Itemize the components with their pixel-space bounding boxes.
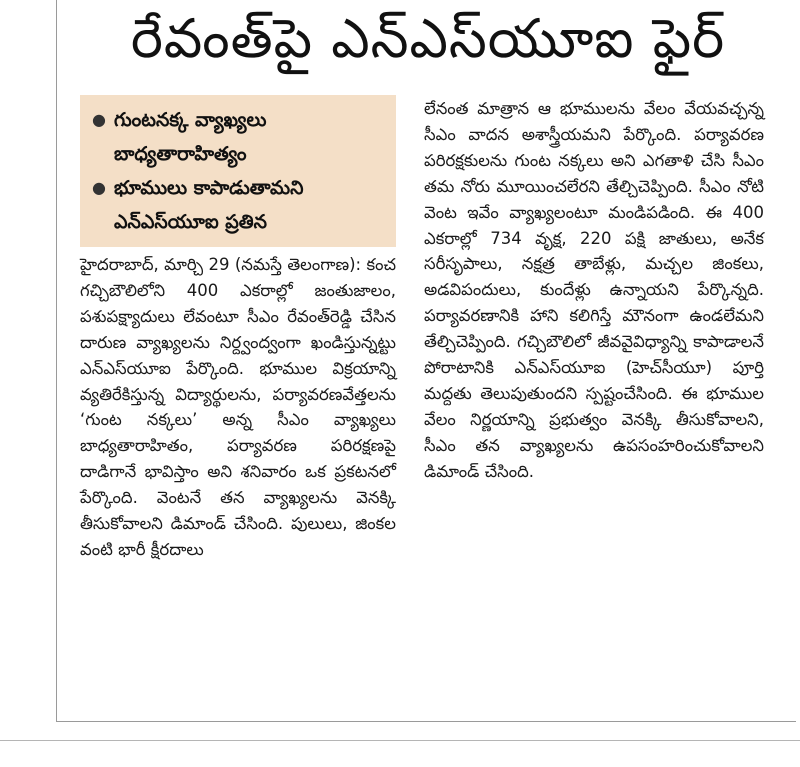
highlight-item [92, 103, 386, 171]
body-paragraph: హైదరాబాద్‌, మార్చి 29 (నమస్తే తెలంగాణ): కంచ గచ్చిబౌలిలోని 400 ఎకరాల్లో జంతుజాలం, పశుపక్ష్యాదులు లేవంటూ సీఎం రేవంత్‌రెడ్డి చేసిన దారుణ వ్యాఖ్యలను నిర్ద్వంద్వంగా ఖండిస్తున్నట్టు ఎన్‌ఎస్‌యూఐ పేర్కొంది. భూముల విక్రయాన్ని వ్యతిరేకిస్తున్న విద్యార్థులను, పర్యావరణవేత్తలను ‘గుంట నక్కలు’ అన్న సీఎం వ్యాఖ్యలు బాధ్యతారాహితం, పర్యావరణ పరిరక్షణపై దాడిగానే భావిస్తాం అని శనివారం ఒక ప్రకటనలో పేర్కొంది. వెంటనే తన వ్యాఖ్యలను వెనక్కి తీసుకోవాలని డిమాండ్‌ చేసింది. పులులు, జింకల వంటి భారీ క్షీరదాలు [80, 255, 396, 559]
bullet-icon: ● [92, 110, 106, 129]
body-column-left [80, 252, 396, 563]
body-column-right [424, 96, 764, 485]
highlight-text: భూములు కాపాడుతామని ఎన్‌ఎస్‌యూఐ ప్రతిన [114, 177, 304, 233]
highlight-item [92, 171, 386, 239]
bullet-icon: ● [92, 178, 106, 197]
highlight-text: గుంటనక్క వ్యాఖ్యలు బాధ్యతారాహిత్యం [114, 109, 267, 165]
body-paragraph: లేనంత మాత్రాన ఆ భూములను వేలం వేయవచ్చన్న సీఎం వాదన అశాస్త్రీయమని పేర్కొంది. పర్యావరణ పరిరక్షకులను గుంట నక్కలు అని ఎగతాళి చేసి సీఎం తమ నోరు మూయించలేరని తేల్చిచెప్పింది. సీఎం నోటి వెంట ఇవేం వ్యాఖ్యలంటూ మండిపడింది. ఈ 400 ఎకరాల్లో 734 వృక్ష, 220 పక్షి జాతులు, అనేక సరీసృపాలు, నక్షత్ర తాబేళ్లు, మచ్చల జింకలు, అడవిపందులు, కుందేళ్లు ఉన్నాయని పేర్కొన్నది. పర్యావరణానికి హాని కలిగిస్తే మౌనంగా ఉండలేమని తేల్చిచెప్పింది. గచ్చిబౌలిలో జీవవైవిధ్యాన్ని కాపాడాలనే పోరాటానికి ఎన్‌ఎస్‌యూఐ (హెచ్‌సీయూ) పూర్తి మద్దతు తెలుపుతుందని స్పష్టంచేసింది. ఈ భూముల వేలం నిర్ణయాన్ని ప్రభుత్వం వెనక్కి తీసుకోవాలని, సీఎం తన వ్యాఖ్యలను ఉపసంహరించుకోవాలని డిమాండ్‌ చేసింది. [424, 99, 764, 481]
bottom-divider [0, 740, 800, 741]
highlights-box [80, 95, 396, 247]
article-headline: రేవంత్‌పై ఎన్‌ఎస్‌యూఐ ఫైర్‌ [130, 6, 726, 70]
